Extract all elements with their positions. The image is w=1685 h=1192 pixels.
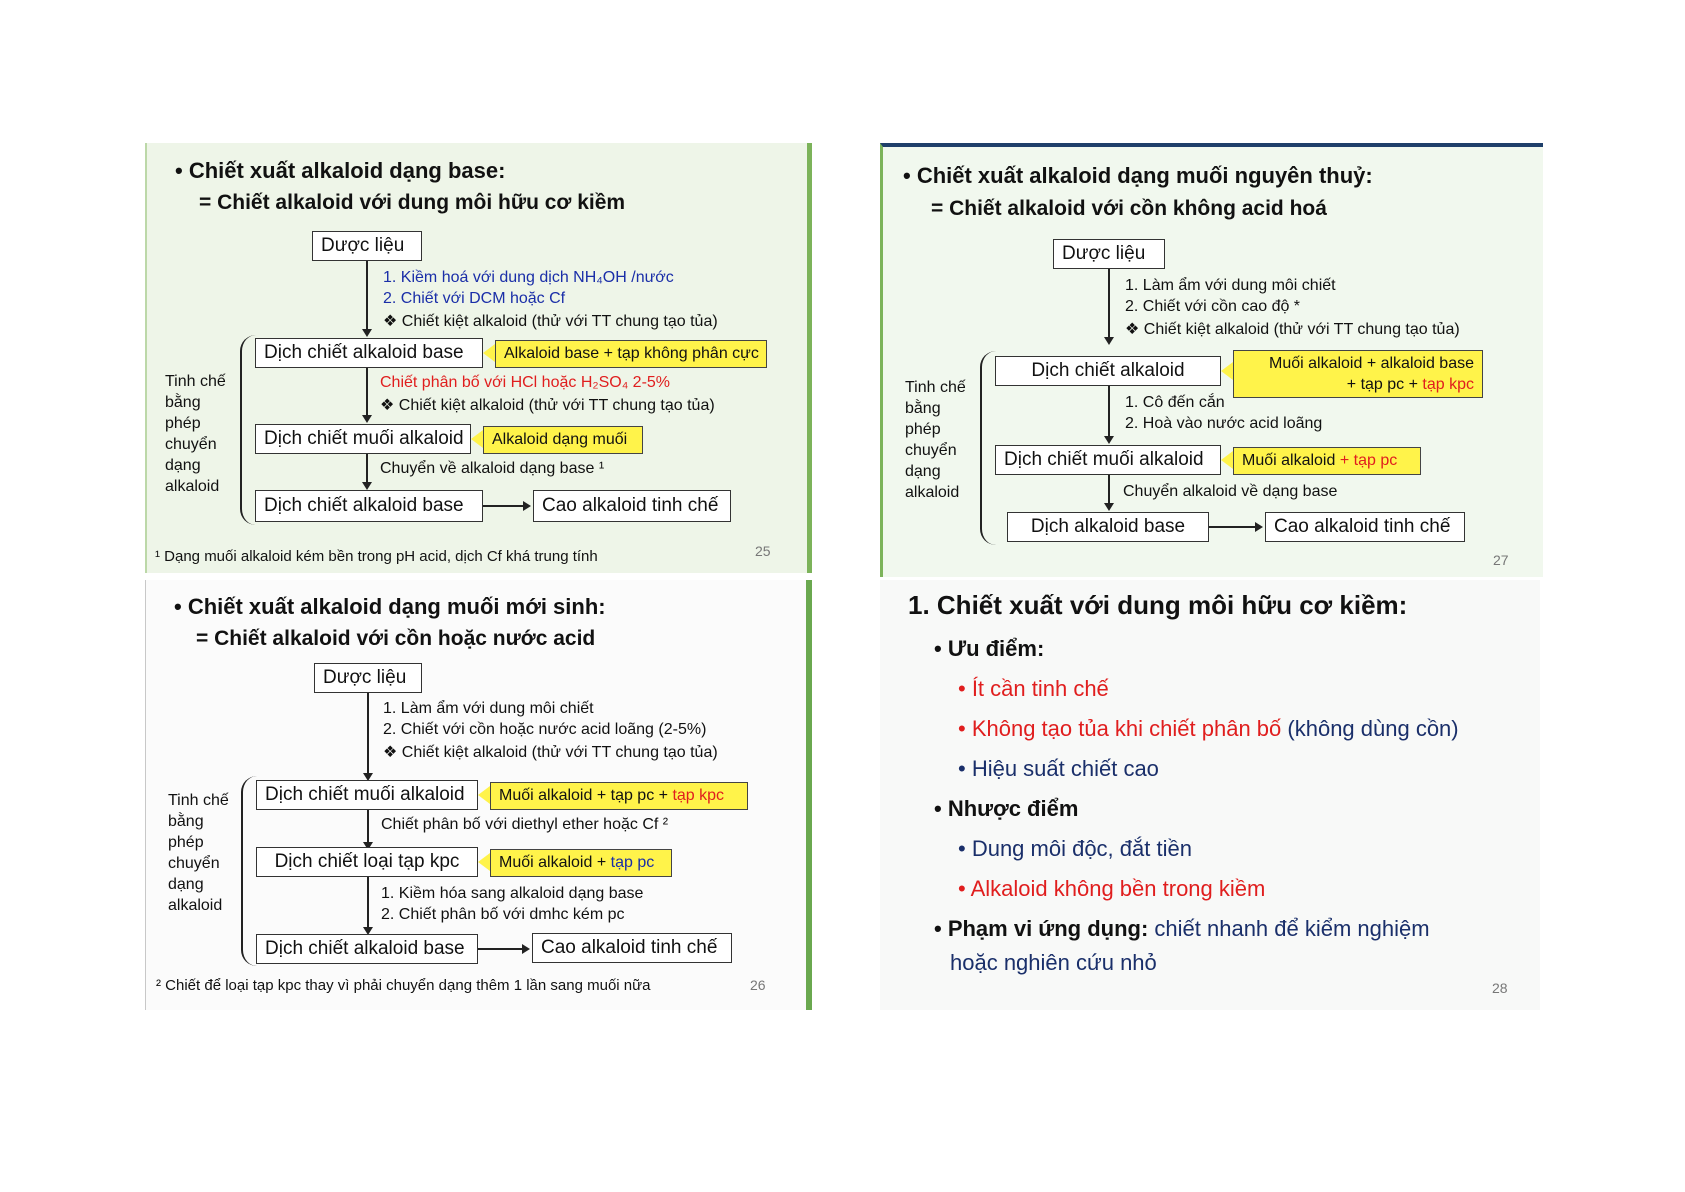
note-line [1347,374,1474,395]
flow-line [366,261,368,331]
page-number: 27 [1493,552,1509,568]
note-line: Muối alkaloid + alkaloid base [1268,355,1474,372]
bracket [240,335,256,525]
slide-25 [145,143,812,573]
box-dich-chiet-base: Dịch chiết alkaloid base [256,934,478,964]
step-text: 1. Làm ẩm với dung môi chiết [383,700,594,717]
box-dich-chiet-muoi: Dịch chiết muối alkaloid [995,445,1221,475]
page-number: 28 [1492,980,1508,996]
disadvantages-label: • Nhược điểm [934,796,1079,821]
flow-line [366,454,368,484]
advantage-item: • Hiệu suất chiết cao [958,756,1159,781]
slide-title: • Chiết xuất alkaloid dạng muối nguyên thuỷ: [903,163,1373,188]
step-text: ❖ Chiết kiệt alkaloid (thử với TT chung tạo tủa) [383,744,718,761]
arrow-down-icon [362,415,372,423]
slide-title: • Chiết xuất alkaloid dạng muối mới sinh: [174,594,606,619]
advantages-label: • Ưu điểm: [934,636,1045,661]
arrow-down-icon [1104,503,1114,511]
note-part: + tạp pc [1339,452,1398,469]
step-text: 1. Kiềm hoá với dung dịch NH₄OH /nước [383,269,674,286]
slide-subtitle: = Chiết alkaloid với dung môi hữu cơ kiềm [199,191,626,214]
advantage-item: • Ít cần tinh chế [958,676,1109,701]
box-dich-chiet-muoi: Dịch chiết muối alkaloid [256,780,478,810]
left-arrow-icon [478,786,490,804]
step-text: 1. Kiềm hóa sang alkaloid dạng base [381,885,644,902]
box-dich-chiet-base-2: Dịch chiết alkaloid base [255,490,483,522]
arrow-down-icon [362,329,372,337]
arrow-down-icon [362,482,372,490]
flow-line [1209,526,1257,528]
note-box [490,849,672,877]
side-label: Tinh chế bằng phép chuyển dạng alkaloid [165,373,226,495]
note-part: Muối alkaloid + [499,854,607,871]
page-number: 26 [750,977,766,993]
step-text: 2. Chiết phân bố với dmhc kém pc [381,906,625,923]
footnote: ² Chiết để loại tạp kpc thay vì phải chuyển dạng thêm 1 lần sang muối nữa [156,977,651,994]
bracket [241,776,257,966]
advantage-item [958,716,1459,742]
note-part: tạp pc [610,854,655,871]
note-box: Alkaloid dạng muối [483,426,643,454]
page-number: 25 [755,543,771,559]
left-arrow-icon [1221,451,1233,469]
arrow-right-icon [523,501,531,511]
left-arrow-icon [1221,362,1233,380]
scope-text: chiết nhanh để kiểm nghiệm [1148,916,1430,941]
scope-line [934,916,1430,942]
note-part: Muối alkaloid [1242,452,1336,469]
flow-line [367,877,369,929]
note-part: + tạp pc + [1346,376,1423,393]
arrow-right-icon [522,944,530,954]
note-box [1233,447,1421,475]
box-dich-alkaloid-base: Dịch alkaloid base [1007,512,1209,542]
side-label: Tinh chế bằng phép chuyển dạng alkaloid [168,792,229,914]
step-text: ❖ Chiết kiệt alkaloid (thử với TT chung tạo tủa) [1125,321,1460,338]
step-text: ❖ Chiết kiệt alkaloid (thử với TT chung tạo tủa) [383,313,718,330]
slide-heading: 1. Chiết xuất với dung môi hữu cơ kiềm: [908,590,1408,620]
box-duoc-lieu: Dược liệu [1053,239,1165,269]
arrow-down-icon [1104,436,1114,444]
flow-line [367,810,369,844]
box-dich-chiet-base: Dịch chiết alkaloid base [255,338,483,368]
note-part: Muối alkaloid + tạp pc + [499,787,668,804]
left-arrow-icon [478,853,490,871]
flow-line [1108,269,1110,339]
slide-title: • Chiết xuất alkaloid dạng base: [175,158,506,183]
disadvantage-item: • Dung môi độc, đắt tiền [958,836,1192,861]
step-text: 1. Cô đến cắn [1125,394,1225,411]
step-text: Chiết phân bố với diethyl ether hoặc Cf ² [381,816,669,833]
slide-subtitle: = Chiết alkaloid với cồn không acid hoá [931,197,1327,220]
step-text: 2. Chiết với cồn hoặc nước acid loãng (2-5%) [383,721,707,738]
box-duoc-lieu: Dược liệu [314,663,422,693]
left-arrow-icon [483,344,495,362]
side-label: Tinh chế bằng phép chuyển dạng alkaloid [905,379,966,501]
flow-line [1108,386,1110,438]
step-text: Chuyển alkaloid về dạng base [1123,483,1338,500]
step-text: 2. Hoà vào nước acid loãng [1125,415,1323,432]
flow-line [1108,475,1110,505]
arrow-right-icon [1255,522,1263,532]
slide-subtitle: = Chiết alkaloid với cồn hoặc nước acid [196,627,596,650]
note-part: tạp kpc [672,787,725,804]
box-duoc-lieu: Dược liệu [312,231,422,261]
footnote: ¹ Dạng muối alkaloid kém bền trong pH acid, dịch Cf khá trung tính [155,548,598,565]
scope-text: hoặc nghiên cứu nhỏ [950,950,1157,975]
left-arrow-icon [471,430,483,448]
slide-28 [880,580,1540,1010]
note-part: tạp kpc [1422,376,1474,393]
step-text: Chiết phân bố với HCl hoặc H₂SO₄ 2-5% [380,374,671,391]
step-text: Chuyển về alkaloid dạng base ¹ [380,460,605,477]
slide-27 [880,143,1543,577]
advantage-part: • Không tạo tủa khi chiết phân bố [958,716,1288,741]
arrow-down-icon [1104,337,1114,345]
box-dich-chiet-muoi: Dịch chiết muối alkaloid [255,424,471,454]
advantage-part: (không dùng cồn) [1287,716,1459,741]
box-dich-chiet: Dịch chiết alkaloid [995,356,1221,386]
note-box: Alkaloid base + tạp không phân cực [495,340,767,368]
flow-line [366,368,368,416]
bracket [980,351,996,545]
box-cao-tinh-che: Cao alkaloid tinh chế [532,933,732,963]
note-box [490,782,748,810]
flow-line [478,948,524,950]
step-text: 2. Chiết với cồn cao độ * [1125,298,1301,315]
box-dich-chiet-loai-tap: Dịch chiết loại tạp kpc [256,847,478,877]
note-box [1233,350,1483,398]
step-text: 2. Chiết với DCM hoặc Cf [383,290,566,307]
disadvantage-item: • Alkaloid không bền trong kiềm [958,876,1266,901]
step-text: 1. Làm ẩm với dung môi chiết [1125,277,1336,294]
step-text: ❖ Chiết kiệt alkaloid (thử với TT chung tạo tủa) [380,397,715,414]
flow-line [367,693,369,775]
slide-26 [145,580,812,1010]
box-cao-tinh-che: Cao alkaloid tinh chế [533,490,731,522]
scope-label: • Phạm vi ứng dụng: [934,916,1149,941]
box-cao-tinh-che: Cao alkaloid tinh chế [1265,512,1465,542]
flow-line [483,505,525,507]
